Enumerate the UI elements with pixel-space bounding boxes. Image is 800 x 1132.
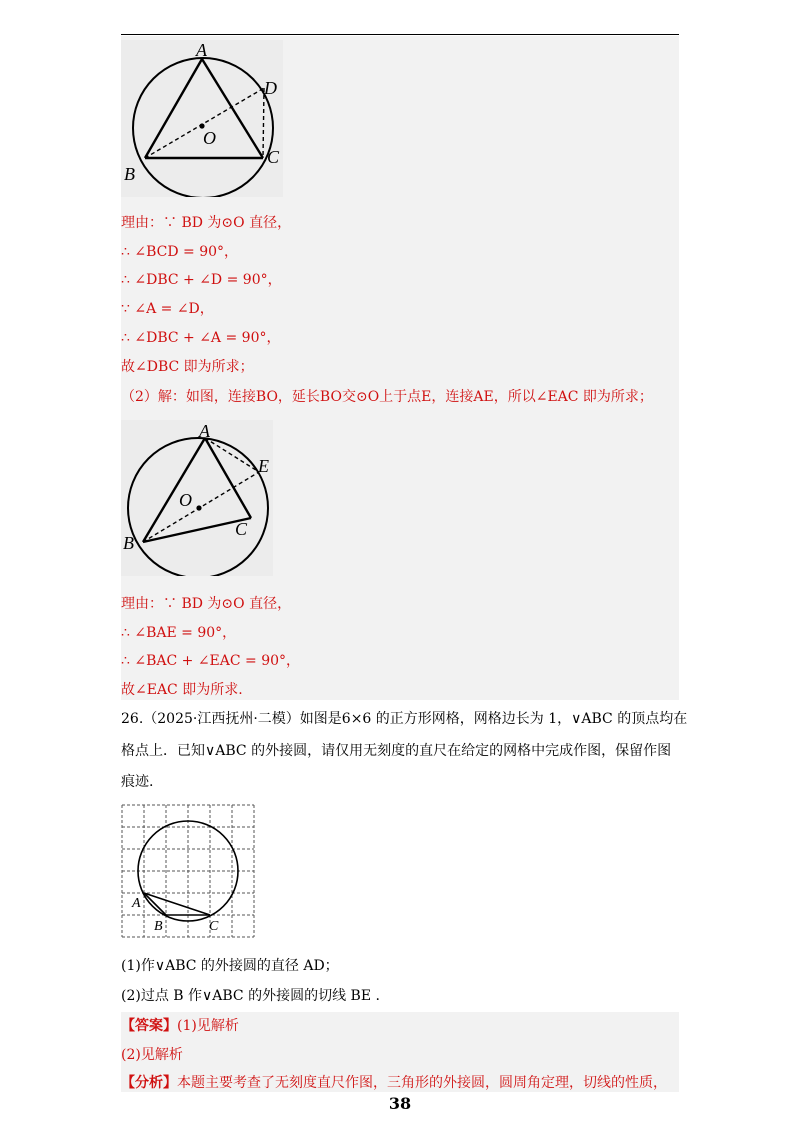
figure-1 (121, 40, 283, 197)
subquestion-1: (1)作∨ABC 的外接圆的直径 AD； (121, 958, 339, 974)
label-a: A (132, 896, 141, 911)
reason1-line-6: 故∠DBC 即为所求； (121, 359, 254, 375)
q26-line-3: 痕迹. (121, 774, 154, 790)
reason1-line-1: 理由：∵ BD 为⊙O 直径， (121, 215, 292, 231)
answer-2: (2)见解析 (121, 1047, 183, 1063)
analysis-text: 本题主要考查了无刻度直尺作图，三角形的外接圆，圆周角定理，切线的性质， (177, 1075, 667, 1091)
answer-tag: 【答案】 (121, 1018, 177, 1034)
reason1-line-5: ∴ ∠DBC + ∠A = 90°， (121, 330, 281, 346)
label-o: O (203, 128, 216, 148)
label-e: E (258, 456, 269, 476)
label-o: O (179, 490, 192, 510)
q26-line-1: 26.（2025·江西抚州·二模）如图是6×6 的正方形网格，网格边长为 1，∨ABC 的顶点均在 (121, 711, 688, 727)
analysis-line (121, 1073, 667, 1093)
figure-3-grid (121, 804, 255, 938)
analysis-tag: 【分析】 (121, 1075, 177, 1091)
label-a: A (196, 40, 207, 60)
label-d: D (264, 78, 277, 98)
label-c: C (209, 919, 219, 934)
label-b: B (154, 919, 163, 934)
label-b: B (124, 164, 135, 184)
part2-statement: （2）解：如图，连接BO，延长BO交⊙O上于点E，连接AE，所以∠EAC 即为所求； (121, 389, 653, 405)
reason1-line-4: ∵ ∠A = ∠D， (121, 301, 214, 317)
header-rule (121, 34, 679, 35)
reason1-line-2: ∴ ∠BCD = 90°， (121, 244, 239, 260)
answer-line-1 (121, 1016, 239, 1036)
reason2-line-2: ∴ ∠BAE = 90°， (121, 625, 237, 641)
label-c: C (235, 519, 248, 539)
page-number: 38 (388, 1094, 412, 1113)
q26-line-2: 格点上．已知∨ABC 的外接圆，请仅用无刻度的直尺在给定的网格中完成作图，保留作图 (121, 743, 672, 759)
subquestion-2: (2)过点 B 作∨ABC 的外接圆的切线 BE . (121, 988, 380, 1004)
label-c: C (267, 147, 280, 167)
reason1-line-3: ∴ ∠DBC + ∠D = 90°， (121, 272, 282, 288)
reason2-line-1: 理由：∵ BD 为⊙O 直径， (121, 596, 292, 612)
label-b: B (123, 533, 134, 553)
figure-2 (121, 420, 273, 576)
answer-1: (1)见解析 (177, 1018, 239, 1034)
reason2-line-3: ∴ ∠BAC + ∠EAC = 90°， (121, 653, 301, 669)
label-a: A (199, 421, 210, 441)
reason2-line-4: 故∠EAC 即为所求. (121, 682, 243, 698)
